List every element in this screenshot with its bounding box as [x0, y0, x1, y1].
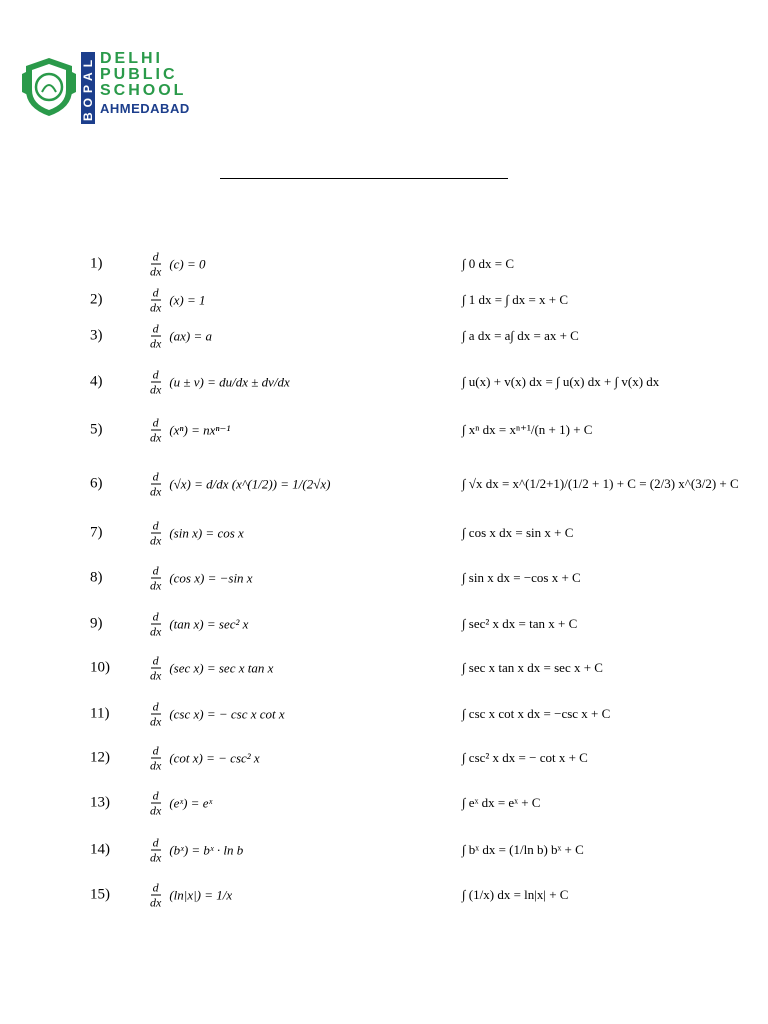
integral-formula: ∫ u(x) + v(x) dx = ∫ u(x) dx + ∫ v(x) dx	[462, 374, 660, 389]
operator-denominator: dx	[150, 758, 162, 773]
operator-denominator: dx	[150, 382, 162, 397]
derivative-formula	[146, 368, 290, 397]
derivative-formula	[146, 881, 232, 910]
logo-line-1: DELHI	[100, 50, 163, 67]
derivative-expression: (sec x) = sec x tan x	[169, 660, 274, 675]
integral-formula: ∫ cos x dx = sin x + C	[462, 525, 574, 540]
formula-number: 2)	[90, 291, 103, 308]
operator-numerator: d	[152, 788, 159, 803]
formula-number: 5)	[90, 421, 103, 438]
operator-denominator: dx	[150, 300, 162, 315]
logo-side-text: BOPAL	[81, 54, 96, 122]
formula-number: 1)	[90, 255, 103, 272]
derivative-expression: (csc x) = − csc x cot x	[169, 706, 285, 721]
operator-denominator: dx	[150, 803, 162, 818]
derivative-formula	[146, 322, 212, 351]
derivative-expression: (cot x) = − csc² x	[169, 750, 260, 765]
derivative-formula	[146, 416, 230, 445]
d-dx-operator	[148, 744, 163, 773]
derivative-formula	[146, 250, 206, 279]
derivative-formula	[146, 654, 273, 683]
integral-formula: ∫ eˣ dx = eˣ + C	[462, 795, 541, 810]
formula-number: 12)	[90, 749, 110, 766]
formula-number: 3)	[90, 327, 103, 344]
d-dx-operator	[148, 700, 163, 729]
integral-formula: ∫ xⁿ dx = xⁿ⁺¹/(n + 1) + C	[462, 422, 593, 437]
derivative-formula	[146, 836, 243, 865]
d-dx-operator	[148, 470, 163, 499]
school-logo	[20, 52, 190, 124]
operator-numerator: d	[152, 699, 159, 714]
operator-denominator: dx	[150, 624, 162, 639]
formula-number: 9)	[90, 615, 103, 632]
derivative-formula	[146, 286, 206, 315]
operator-denominator: dx	[150, 714, 162, 729]
operator-numerator: d	[152, 415, 159, 430]
operator-denominator: dx	[150, 430, 162, 445]
formula-number: 11)	[90, 705, 110, 722]
operator-numerator: d	[152, 518, 159, 533]
operator-denominator: dx	[150, 850, 162, 865]
logo-side-bar	[81, 52, 95, 124]
logo-wordmark	[100, 51, 190, 116]
derivative-expression: (x) = 1	[169, 292, 206, 307]
d-dx-operator	[148, 519, 163, 548]
formula-number: 15)	[90, 886, 110, 903]
formula-number: 7)	[90, 524, 103, 541]
d-dx-operator	[148, 250, 163, 279]
formula-number: 14)	[90, 841, 110, 858]
operator-numerator: d	[152, 743, 159, 758]
d-dx-operator	[148, 564, 163, 593]
derivative-expression: (u ± v) = du/dx ± dv/dx	[169, 374, 290, 389]
derivative-expression: (ln|x|) = 1/x	[169, 887, 233, 902]
integral-formula: ∫ sin x dx = −cos x + C	[462, 570, 581, 585]
derivative-expression: (eˣ) = eˣ	[169, 795, 213, 810]
operator-numerator: d	[152, 609, 159, 624]
logo-line-2: PUBLIC	[100, 66, 178, 83]
integral-formula: ∫ 0 dx = C	[462, 256, 515, 271]
integral-formula: ∫ (1/x) dx = ln|x| + C	[462, 887, 569, 902]
d-dx-operator	[148, 881, 163, 910]
derivative-formula	[146, 744, 260, 773]
operator-numerator: d	[152, 321, 159, 336]
derivative-expression: (bˣ) = bˣ · ln b	[169, 842, 244, 857]
school-crest-icon	[20, 56, 78, 118]
formula-number: 6)	[90, 475, 103, 492]
d-dx-operator	[148, 836, 163, 865]
formula-number: 13)	[90, 794, 110, 811]
operator-denominator: dx	[150, 533, 162, 548]
derivative-formula	[146, 470, 330, 499]
derivative-formula	[146, 610, 248, 639]
d-dx-operator	[148, 286, 163, 315]
operator-numerator: d	[152, 249, 159, 264]
operator-numerator: d	[152, 653, 159, 668]
operator-numerator: d	[152, 469, 159, 484]
integral-formula: ∫ 1 dx = ∫ dx = x + C	[462, 292, 569, 307]
integral-formula: ∫ csc x cot x dx = −csc x + C	[462, 706, 611, 721]
derivative-expression: (c) = 0	[169, 256, 206, 271]
operator-numerator: d	[152, 835, 159, 850]
d-dx-operator	[148, 368, 163, 397]
derivative-formula	[146, 700, 285, 729]
operator-denominator: dx	[150, 668, 162, 683]
operator-denominator: dx	[150, 264, 162, 279]
operator-denominator: dx	[150, 895, 162, 910]
d-dx-operator	[148, 789, 163, 818]
title-underline	[220, 178, 508, 179]
logo-line-3: SCHOOL	[100, 82, 187, 99]
integral-formula: ∫ √x dx = x^(1/2+1)/(1/2 + 1) + C = (2/3) x^(3/2) + C	[462, 476, 739, 491]
integral-formula: ∫ csc² x dx = − cot x + C	[462, 750, 588, 765]
integral-formula: ∫ sec x tan x dx = sec x + C	[462, 660, 603, 675]
d-dx-operator	[148, 610, 163, 639]
derivative-formula	[146, 519, 244, 548]
operator-denominator: dx	[150, 336, 162, 351]
d-dx-operator	[148, 322, 163, 351]
formula-number: 4)	[90, 373, 103, 390]
derivative-expression: (sin x) = cos x	[169, 525, 244, 540]
derivative-expression: (ax) = a	[169, 328, 213, 343]
operator-numerator: d	[152, 880, 159, 895]
derivative-expression: (√x) = d/dx (x^(1/2)) = 1/(2√x)	[169, 476, 331, 491]
logo-line-4: AHMEDABAD	[100, 101, 190, 116]
operator-numerator: d	[152, 285, 159, 300]
d-dx-operator	[148, 654, 163, 683]
derivative-formula	[146, 564, 253, 593]
d-dx-operator	[148, 416, 163, 445]
formula-number: 8)	[90, 569, 103, 586]
operator-denominator: dx	[150, 578, 162, 593]
derivative-formula	[146, 789, 212, 818]
derivative-expression: (cos x) = −sin x	[169, 570, 253, 585]
derivative-expression: (tan x) = sec² x	[169, 616, 249, 631]
integral-formula: ∫ sec² x dx = tan x + C	[462, 616, 578, 631]
operator-denominator: dx	[150, 484, 162, 499]
formula-number: 10)	[90, 659, 110, 676]
integral-formula: ∫ bˣ dx = (1/ln b) bˣ + C	[462, 842, 584, 857]
integral-formula: ∫ a dx = a∫ dx = ax + C	[462, 328, 579, 343]
operator-numerator: d	[152, 563, 159, 578]
operator-numerator: d	[152, 367, 159, 382]
derivative-expression: (xⁿ) = nxⁿ⁻¹	[169, 422, 231, 437]
